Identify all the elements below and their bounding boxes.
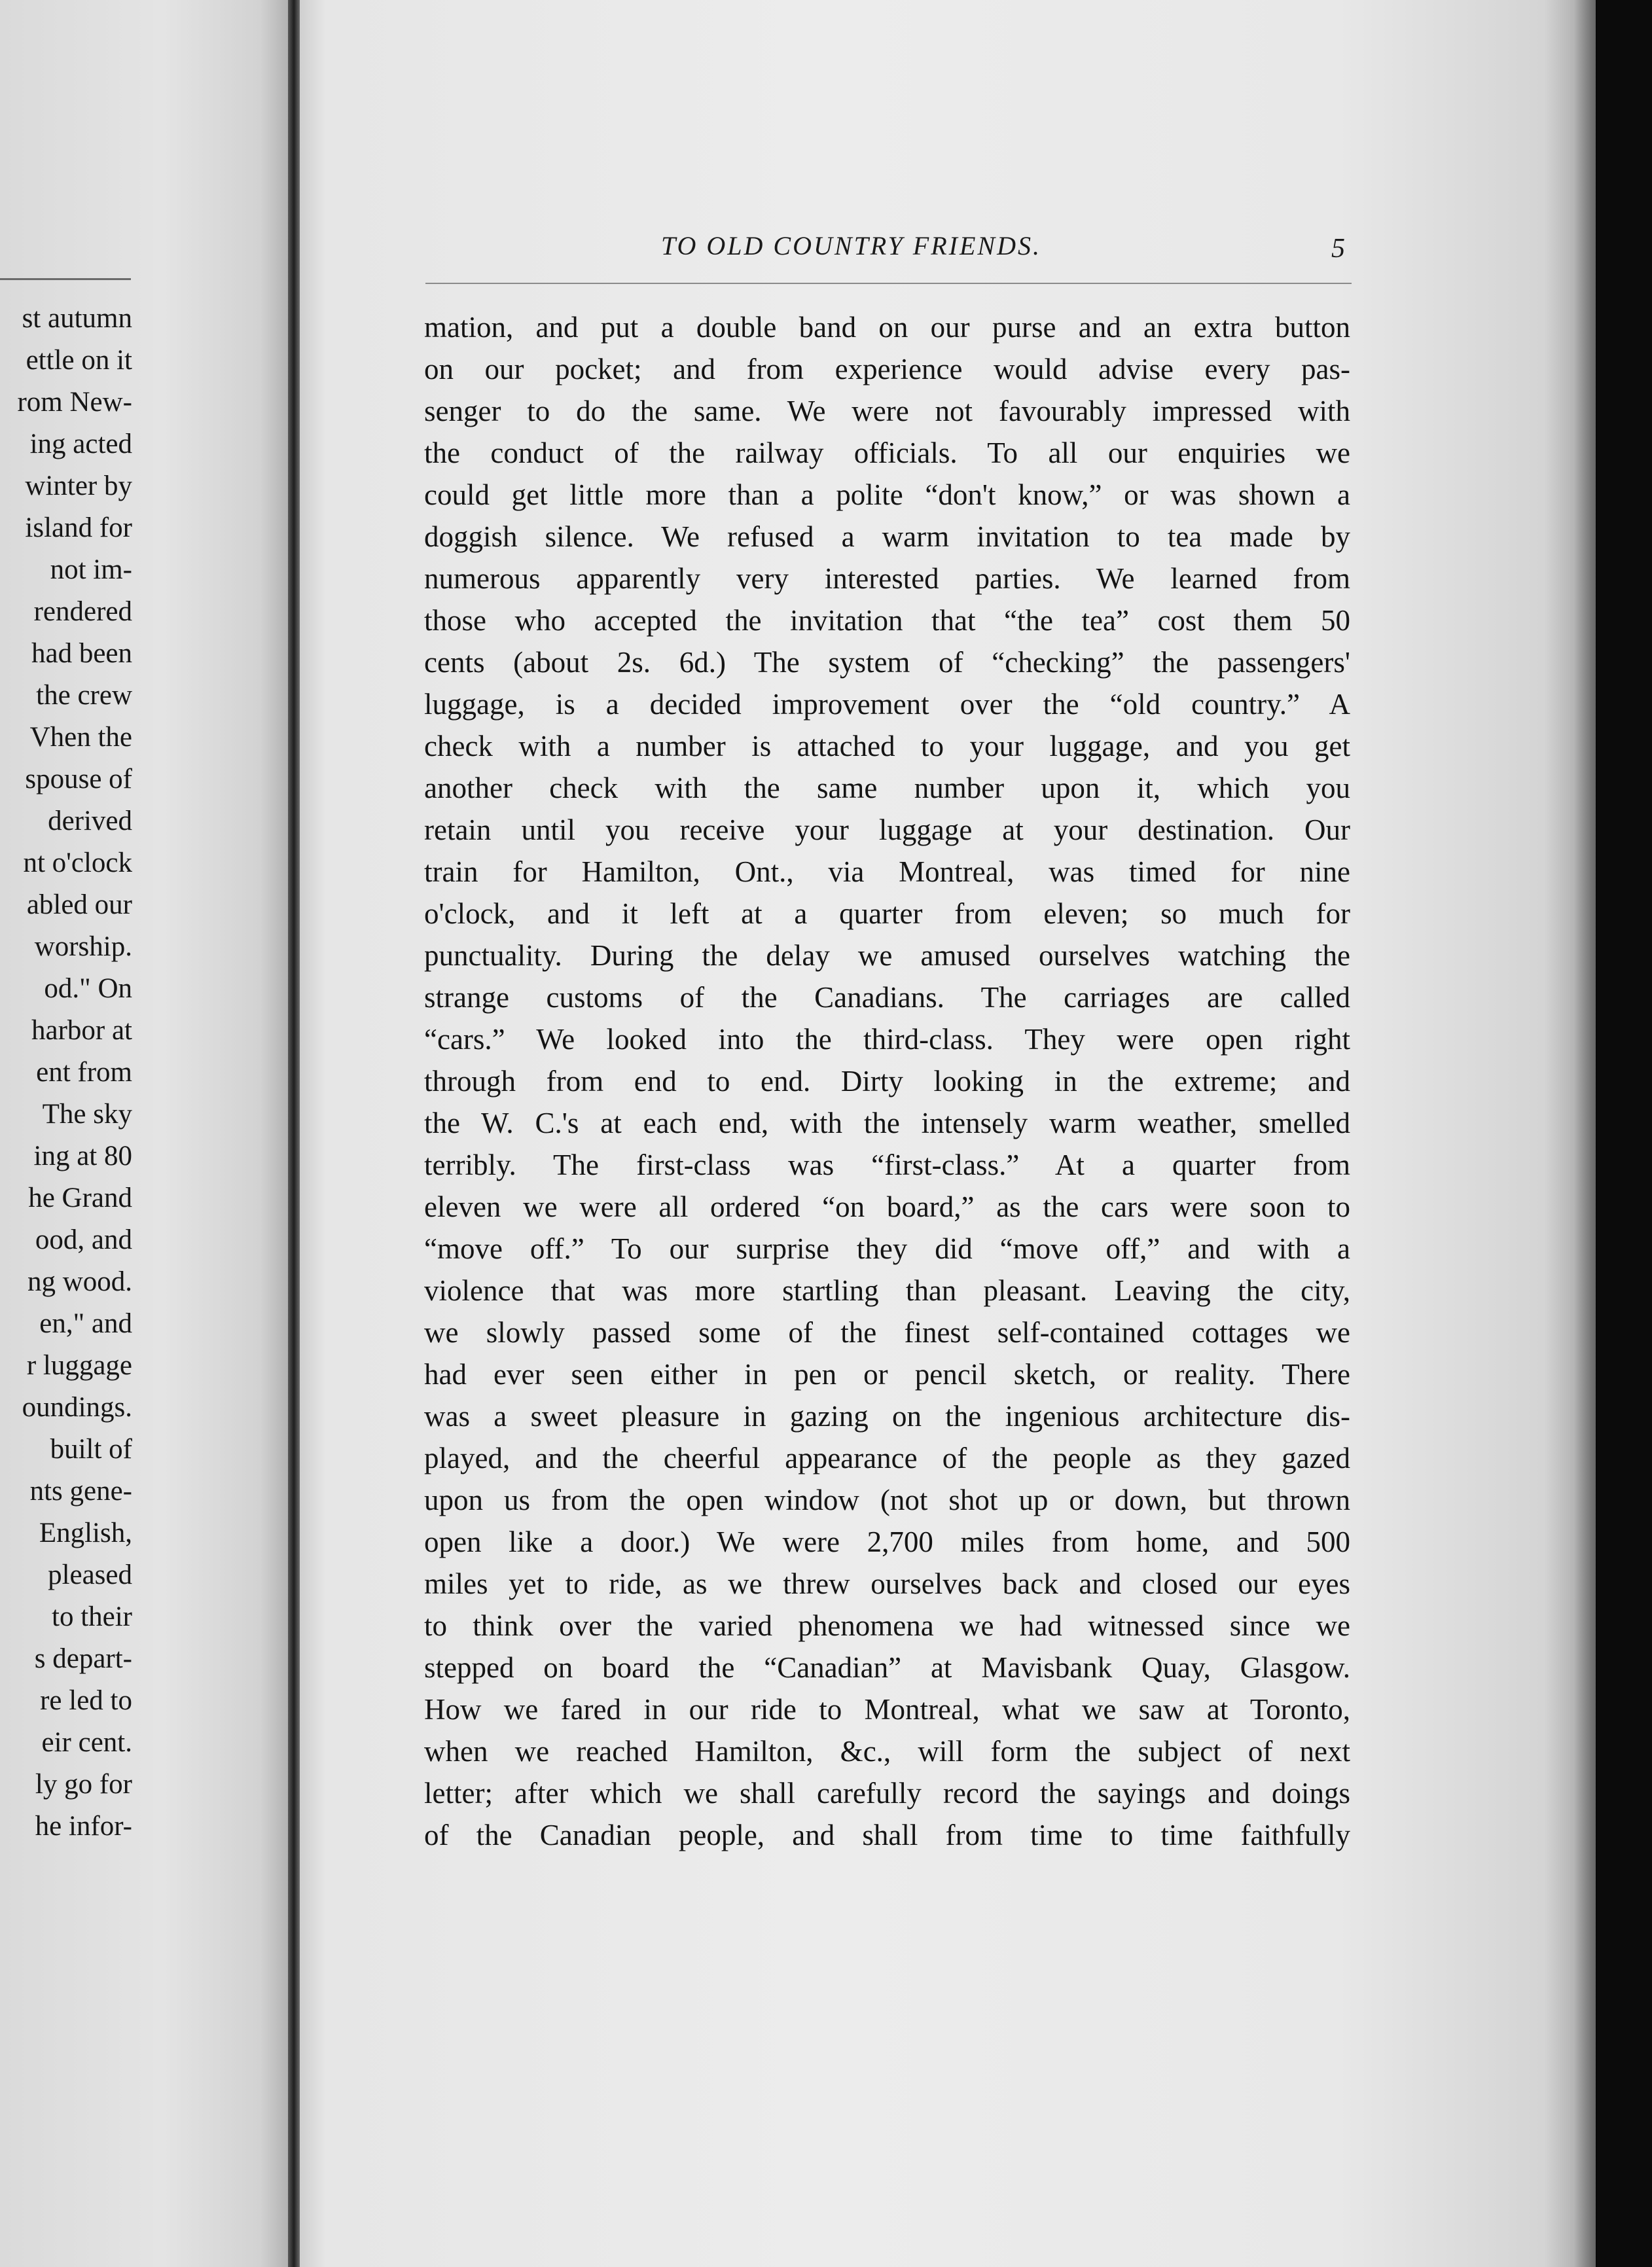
left-page-line: ettle on it <box>26 345 132 376</box>
left-page-line: island for <box>25 512 132 543</box>
text-line: could get little more than a polite “don't know,” or was shown a <box>424 478 1350 511</box>
left-page-line: built of <box>50 1434 132 1465</box>
text-line: had ever seen either in pen or pencil sketch, or reality. There <box>424 1358 1350 1391</box>
left-page-line: ood, and <box>35 1224 132 1255</box>
left-page-line: ng wood. <box>27 1266 132 1297</box>
left-page-line: not im- <box>50 554 132 585</box>
text-line: numerous apparently very interested parties. We learned from <box>424 562 1350 595</box>
text-line: stepped on board the “Canadian” at Mavisbank Quay, Glasgow. <box>424 1651 1350 1684</box>
text-line: miles yet to ride, as we threw ourselves back and closed our eyes <box>424 1567 1350 1600</box>
text-line: luggage, is a decided improvement over the “old country.” A <box>424 688 1350 721</box>
text-line: on our pocket; and from experience would advise every pas- <box>424 353 1350 385</box>
header-rule <box>425 283 1352 284</box>
text-line: punctuality. During the delay we amused ourselves watching the <box>424 939 1350 972</box>
text-line: played, and the cheerful appearance of the people as they gazed <box>424 1442 1350 1474</box>
text-line: “cars.” We looked into the third-class. They were open right <box>424 1023 1350 1056</box>
left-page-line: derived <box>48 806 132 836</box>
text-line: o'clock, and it left at a quarter from eleven; so much for <box>424 897 1350 930</box>
left-page-line: rom New- <box>17 387 132 418</box>
left-page-line: Vhen the <box>29 722 132 753</box>
text-line: doggish silence. We refused a warm invitation to tea made by <box>424 520 1350 553</box>
text-line: through from end to end. Dirty looking in the extreme; and <box>424 1065 1350 1098</box>
text-line: open like a door.) We were 2,700 miles from home, and 500 <box>424 1526 1350 1558</box>
page-number: 5 <box>1331 234 1345 264</box>
text-line: was a sweet pleasure in gazing on the ingenious architecture dis- <box>424 1400 1350 1433</box>
left-page-line: English, <box>39 1518 132 1548</box>
left-page-line: had been <box>31 638 132 669</box>
left-page-text <box>0 298 132 1848</box>
text-line: train for Hamilton, Ont., via Montreal, was timed for nine <box>424 855 1350 888</box>
left-page-line: winter by <box>25 471 132 501</box>
text-line: violence that was more startling than pleasant. Leaving the city, <box>424 1274 1350 1307</box>
text-line: strange customs of the Canadians. The carriages are called <box>424 981 1350 1014</box>
left-page-line: eir cent. <box>41 1727 132 1758</box>
left-page-line: re led to <box>40 1685 132 1716</box>
left-page-line: nt o'clock <box>23 848 132 878</box>
running-head: TO OLD COUNTRY FRIENDS. <box>661 231 1041 260</box>
left-page-line: spouse of <box>25 764 132 794</box>
left-page-line: od." On <box>44 973 132 1004</box>
left-page-line: oundings. <box>22 1392 132 1423</box>
left-page-line: nts gene- <box>29 1476 132 1507</box>
text-line: the conduct of the railway officials. To all our enquiries we <box>424 437 1350 469</box>
left-page-line: en," and <box>39 1308 132 1339</box>
left-page-line: rendered <box>33 596 132 627</box>
text-line: to think over the varied phenomena we had witnessed since we <box>424 1609 1350 1642</box>
left-page-line: to their <box>52 1601 132 1632</box>
text-line: “move off.” To our surprise they did “move off,” and with a <box>424 1232 1350 1265</box>
text-line: upon us from the open window (not shot up or down, but thrown <box>424 1484 1350 1516</box>
text-line: mation, and put a double band on our purse and an extra button <box>424 311 1350 344</box>
body-text <box>424 306 1350 1856</box>
text-line: retain until you receive your luggage at your destination. Our <box>424 813 1350 846</box>
text-line: terribly. The first-class was “first-class.” At a quarter from <box>424 1149 1350 1181</box>
text-line: when we reached Hamilton, &c., will form the subject of next <box>424 1735 1350 1768</box>
left-page-line: worship. <box>34 931 132 962</box>
text-line: another check with the same number upon it, which you <box>424 772 1350 804</box>
text-line: of the Canadian people, and shall from time to time faithfully <box>424 1819 1350 1851</box>
text-line: check with a number is attached to your luggage, and you get <box>424 730 1350 762</box>
text-line: the W. C.'s at each end, with the intensely warm weather, smelled <box>424 1107 1350 1139</box>
left-page-line: pleased <box>48 1560 132 1590</box>
left-page-line: The sky <box>42 1099 132 1130</box>
left-page-line: ing at 80 <box>33 1141 132 1171</box>
book-gutter <box>288 0 300 2267</box>
left-page-line: he Grand <box>28 1183 132 1213</box>
text-line: we slowly passed some of the finest self-contained cottages we <box>424 1316 1350 1349</box>
scan-background-edge <box>1597 0 1652 2267</box>
left-page-line: st autumn <box>22 303 132 334</box>
left-page-line: ing acted <box>29 429 132 459</box>
text-line: eleven we were all ordered “on board,” as the cars were soon to <box>424 1190 1350 1223</box>
left-page-fragment <box>0 0 296 2267</box>
left-page-line: r luggage <box>26 1350 132 1381</box>
left-page-line: he infor- <box>35 1811 132 1842</box>
left-page-line: abled our <box>26 889 132 920</box>
left-page-line: the crew <box>36 680 132 711</box>
left-page-line: harbor at <box>31 1015 132 1046</box>
left-page-line: ent from <box>36 1057 132 1088</box>
text-line: senger to do the same. We were not favourably impressed with <box>424 395 1350 427</box>
left-page-rule <box>0 278 131 280</box>
text-line: those who accepted the invitation that “the tea” cost them 50 <box>424 604 1350 637</box>
left-page-line: s depart- <box>34 1643 132 1674</box>
text-line: letter; after which we shall carefully record the sayings and doings <box>424 1777 1350 1810</box>
text-line: How we fared in our ride to Montreal, what we saw at Toronto, <box>424 1693 1350 1726</box>
text-line: cents (about 2s. 6d.) The system of “checking” the passengers' <box>424 646 1350 679</box>
left-page-line: ly go for <box>35 1769 132 1800</box>
